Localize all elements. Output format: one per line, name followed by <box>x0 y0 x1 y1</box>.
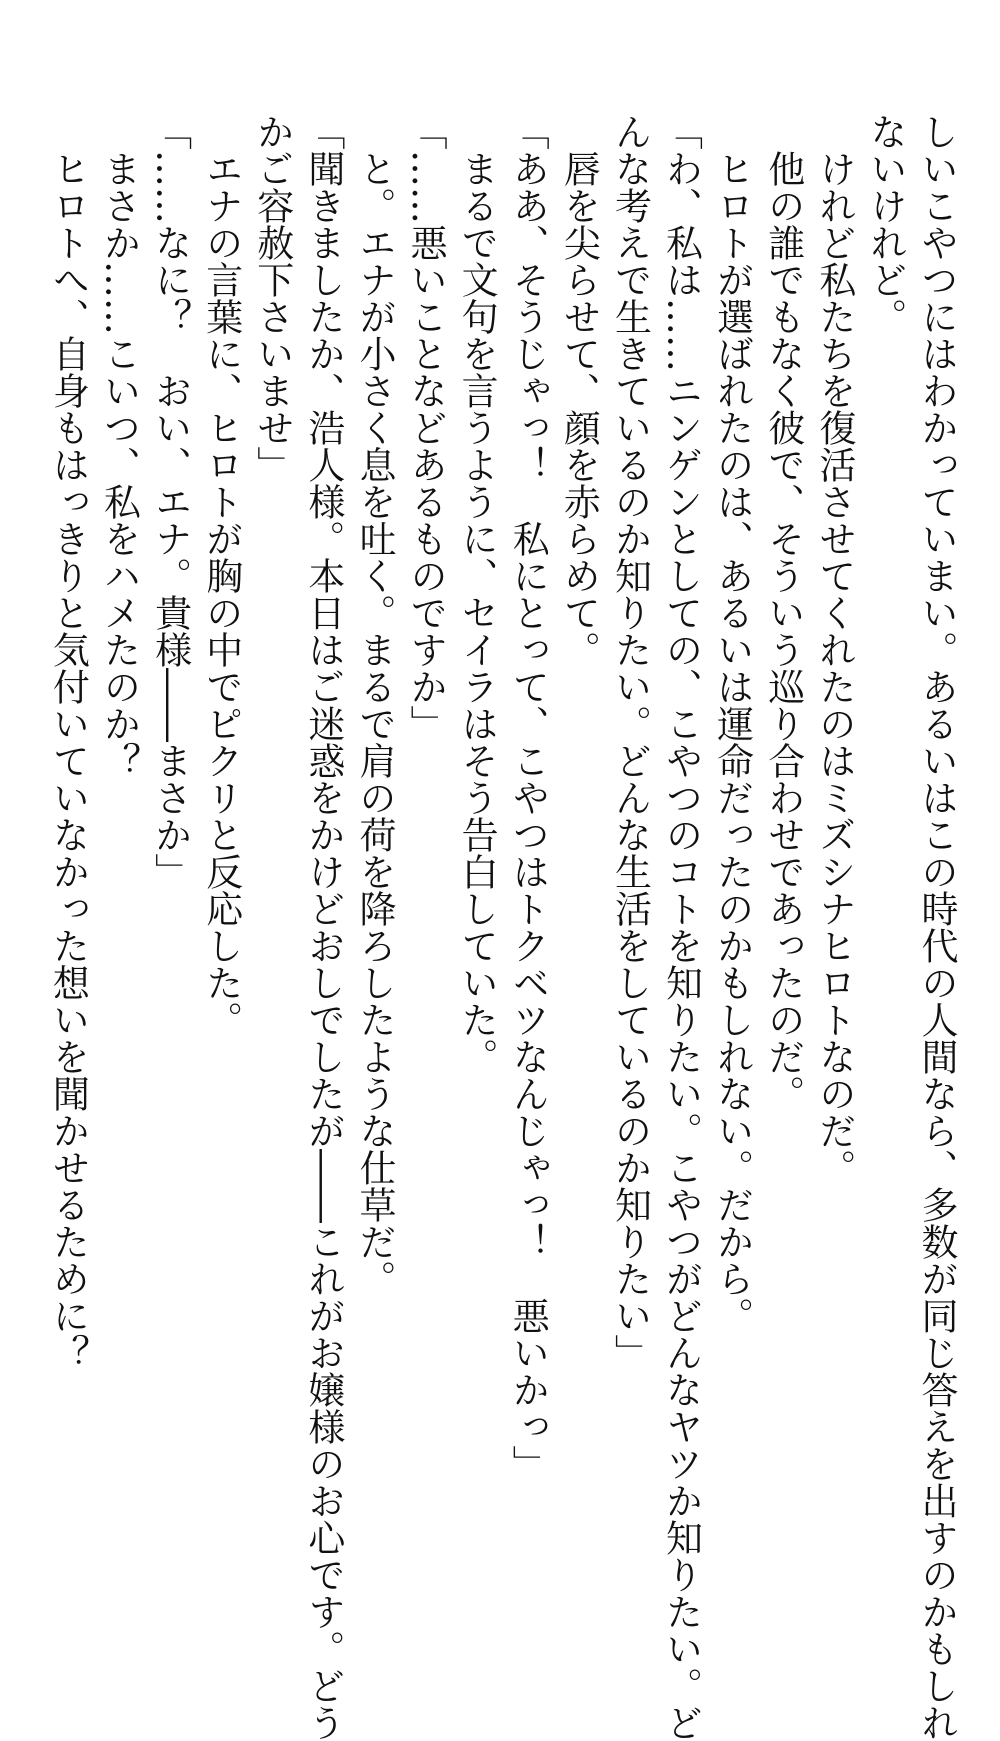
text-line: まるで文句を言うように、セイラはそう告白していた。 <box>455 113 499 1075</box>
text-line: んな考えで生きているのか知りたい。どんな生活をしているのか知りたい」 <box>608 113 652 1371</box>
text-line: ないけれど。 <box>863 113 907 335</box>
text-line: と。エナが小さく息を吐く。まるで肩の荷を降ろしたような仕草だ。 <box>352 113 396 1297</box>
text-line: かご容赦下さいませ」 <box>250 113 294 483</box>
text-line: 「聞きましたか、浩人様。本日はご迷惑をかけどおしでしたが――これがお嬢様のお心です。どう <box>301 113 345 1741</box>
text-line: エナの言葉に、ヒロトが胸の中でピクリと反応した。 <box>199 113 243 1038</box>
text-line: 他の誰でもなく彼で、そういう巡り合わせであったのだ。 <box>761 113 805 1112</box>
text-line: しいこやつにはわかっていまい。あるいはこの時代の人間なら、多数が同じ答えを出すのかもしれ <box>915 113 958 1741</box>
vertical-text-block <box>42 113 962 1741</box>
text-line: ヒロトが選ばれたのは、あるいは運命だったのかもしれない。だから。 <box>710 113 754 1334</box>
text-line: まさか……こいつ、私をハメたのか？ <box>97 113 141 779</box>
text-line: 「……なに？ おい、エナ。貴様――まさか」 <box>148 113 192 890</box>
text-line: 「ああ、そうじゃっ！ 私にとって、こやつはトクベツなんじゃっ！ 悪いかっ」 <box>506 113 550 1482</box>
text-line: ヒロトへ、自身もはっきりと気付いていなかった想いを聞かせるために？ <box>46 113 90 1371</box>
text-line: けれど私たちを復活させてくれたのはミズシナヒロトなのだ。 <box>812 113 856 1186</box>
text-line: 唇を尖らせて、顔を赤らめて。 <box>557 113 601 668</box>
text-line: 「わ、私は……ニンゲンとしての、こやつのコトを知りたい。こやつがどんなヤツか知りたい。ど <box>659 113 703 1741</box>
text-line: 「……悪いことなどあるものですか」 <box>404 113 448 742</box>
